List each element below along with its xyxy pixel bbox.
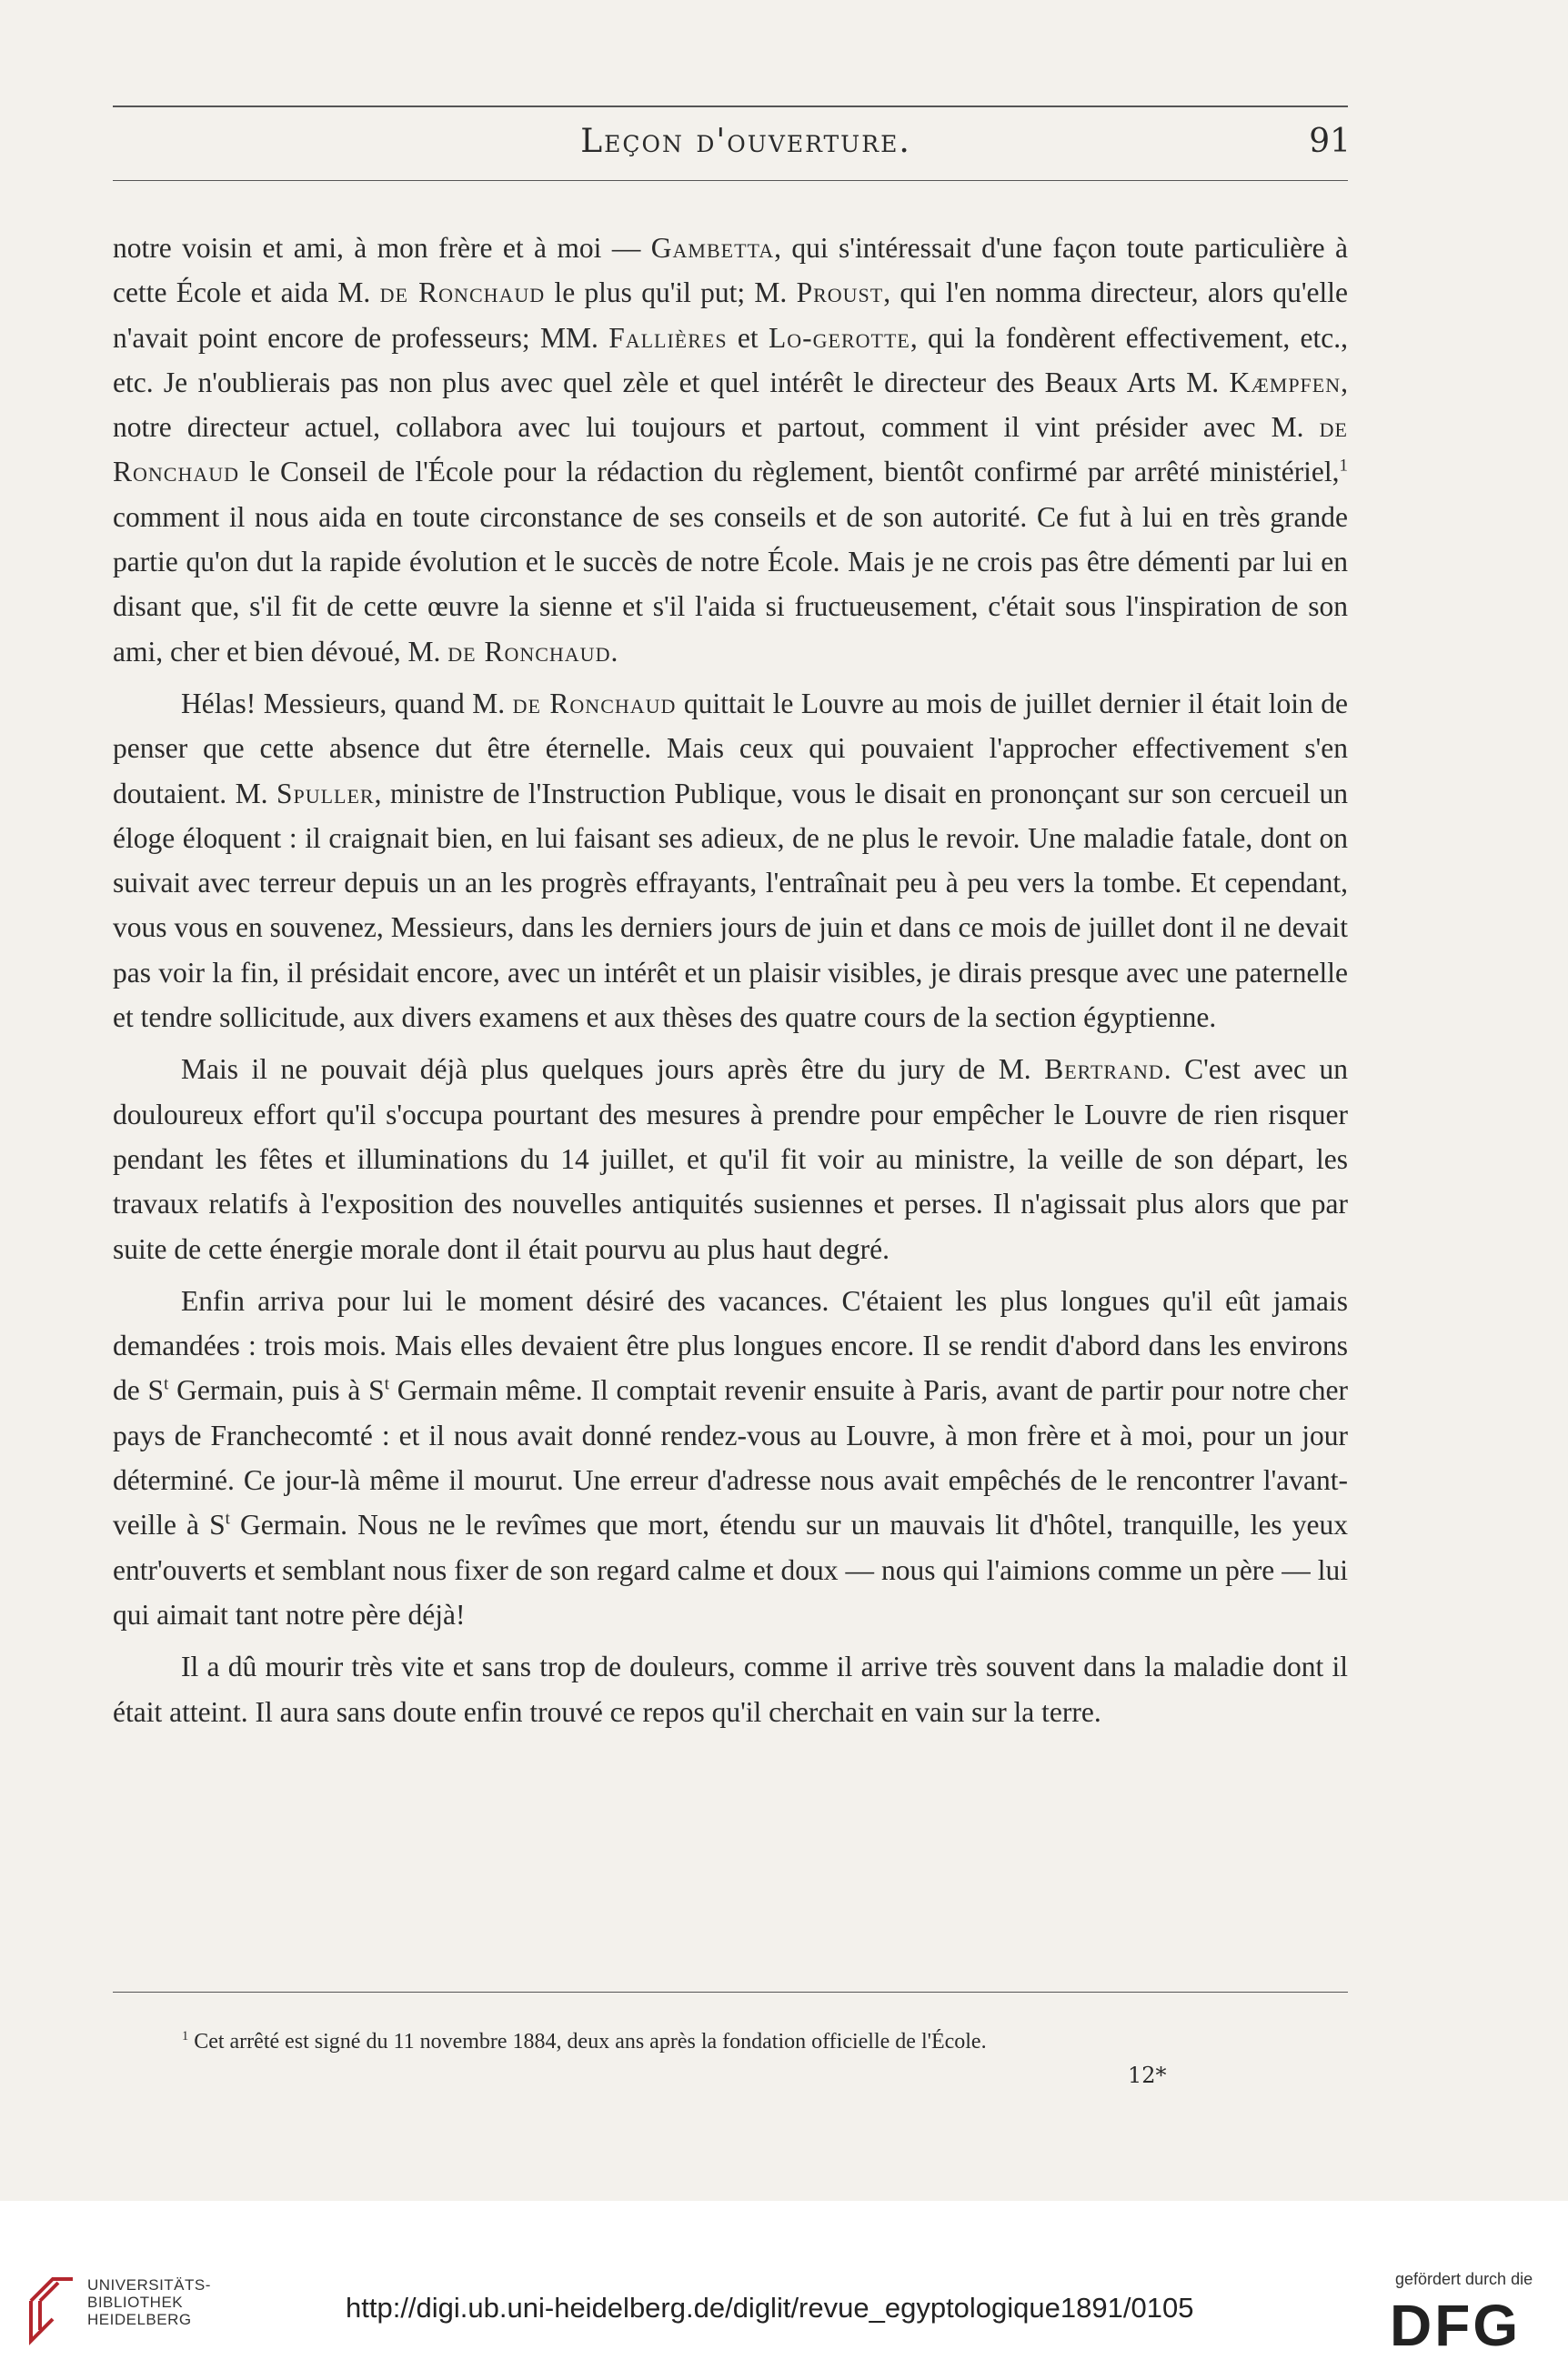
funded-by-label: gefördert durch die [1395, 2270, 1533, 2288]
page-number: 91 [1309, 123, 1351, 160]
person-name: Fallières [608, 321, 728, 354]
person-name: Bertrand [1044, 1053, 1164, 1086]
digitization-footer [0, 2201, 1568, 2370]
header-top-rule [113, 105, 1348, 107]
person-name: Kæmpfen [1229, 366, 1342, 398]
paragraph-2: Hélas! Messieurs, quand M. de Ronchaud quittait le Louvre au mois de juillet dernier il était loin de penser que cette absence dut être éternelle. Mais ceux qui pouvaient l'approcher effectivement s'en doutaient. M. Spuller, ministre de l'Instruction Publique, vous le disait en prononçant sur son cercueil un éloge éloquent : il craignait bien, en lui faisant ses adieux, de ne plus le revoir. Une maladie fatale, dont on suivait avec terreur depuis un an les progrès effrayants, l'entraînait peu à peu vers la tombe. Et cependant, vous vous en souvenez, Messieurs, dans les derniers jours de juin et dans ce mois de juillet dont il ne devait pas voir la fin, il présidait encore, avec un intérêt et un plaisir visibles, je dirais presque avec une paternelle et tendre sollicitude, aux divers examens et aux thèses des quatre cours de la section égyptienne. [113, 687, 1348, 1034]
dfg-logo: DFG [1390, 2293, 1522, 2358]
person-name: Lo-gerotte [769, 321, 910, 354]
library-name: UNIVERSITÄTS- BIBLIOTHEK HEIDELBERG [87, 2276, 211, 2328]
source-url-link[interactable]: http://digi.ub.uni-heidelberg.de/diglit/revue_egyptologique1891/0105 [346, 2292, 1194, 2324]
person-name: Gambetta [650, 232, 775, 264]
paragraph-5: Il a dû mourir très vite et sans trop de douleurs, comme il arrive très souvent dans la maladie dont il était atteint. Il aura sans doute enfin trouvé ce repos qu'il cherchait en vain sur la terre. [113, 1651, 1348, 1728]
person-name: Proust [796, 276, 884, 309]
person-name: Spuller [276, 777, 375, 809]
person-name: de Ronchaud [113, 411, 1348, 488]
paragraph-3: Mais il ne pouvait déjà plus quelques jours après être du jury de M. Bertrand. C'est avec un douloureux effort qu'il s'occupa pourtant des mesures à prendre pour empêcher le Louvre de rien risquer pendant les fêtes et illuminations du 14 juillet, et qu'il fit voir au ministre, la veille de son départ, les travaux relatifs à l'exposition des nouvelles antiquités susiennes et perses. Il n'agissait plus alors que par suite de cette énergie morale dont il était pourvu au plus haut degré. [113, 1053, 1349, 1265]
footnote: $^1$ Cet arrêté est signé du 11 novembre 1884, deux ans après la fondation officielle de l'École. [182, 2029, 987, 2054]
paragraph-1: notre voisin et ami, à mon frère et à moi — Gambetta, qui s'intéressait d'une façon toute particulière à cette École et aida M. de Ronchaud le plus qu'il put; M. Proust, qui l'en nomma directeur, alors qu'elle n'avait point encore de professeurs; MM. Fallières et Lo-gerotte, qui la fondèrent effectivement, etc., etc. Je n'oublierais pas non plus avec quel zèle et quel intérêt le directeur des Beaux Arts M. Kæmpfen, notre directeur actuel, collabora avec lui toujours et partout, comment il vint présider avec M. de Ronchaud le Conseil de l'École pour la rédaction du règlement, bientôt confirmé par arrêté ministériel,$^1$ comment il nous aida en toute circonstance de ses conseils et de son autorité. Ce fut à lui en très grande partie qu'on dut la rapide évolution et le succès de notre École. Mais je ne crois pas être démenti par lui en disant que, s'il fit de cette œuvre la sienne et s'il l'aida si fructueusement, c'était sous l'inspiration de son ami, cher et bien dévoué, M. de Ronchaud. [113, 232, 1349, 668]
person-name: de Ronchaud [447, 635, 611, 668]
footnote-marker: 1 [182, 2029, 189, 2044]
header-bottom-rule [113, 180, 1348, 181]
university-library-logo-icon [25, 2274, 78, 2346]
footnote-rule [113, 1992, 1348, 1993]
person-name: de Ronchaud [379, 276, 546, 309]
footnote-ref[interactable]: 1 [1339, 456, 1348, 476]
running-head: Leçon d'ouverture. [580, 123, 911, 160]
paragraph-4: Enfin arriva pour lui le moment désiré des vacances. C'étaient les plus longues qu'il eût jamais demandées : trois mois. Mais elles devaient être plus longues encore. Il se rendit d'abord dans les environs de $S^t$ Germain, puis à $S^t$ Germain même. Il comptait revenir ensuite à Paris, avant de partir pour notre cher pays de Franchecomté : et il nous avait donné rendez-vous au Louvre, à mon frère et à moi, pour un jour déterminé. Ce jour-là même il mourut. Une erreur d'adresse nous avait empêchés de le rencontrer l'avant-veille à $S^t$ Germain. Nous ne le revîmes que mort, étendu sur un mauvais lit d'hôtel, tranquille, les yeux entr'ouverts et semblant nous fixer de son regard calme et doux — nous qui l'aimions comme un père — lui qui aimait tant notre père déjà! [113, 1284, 1349, 1631]
signature-mark: 12* [1128, 2063, 1167, 2088]
person-name: de Ronchaud [512, 687, 677, 719]
body-text [113, 226, 1348, 1734]
